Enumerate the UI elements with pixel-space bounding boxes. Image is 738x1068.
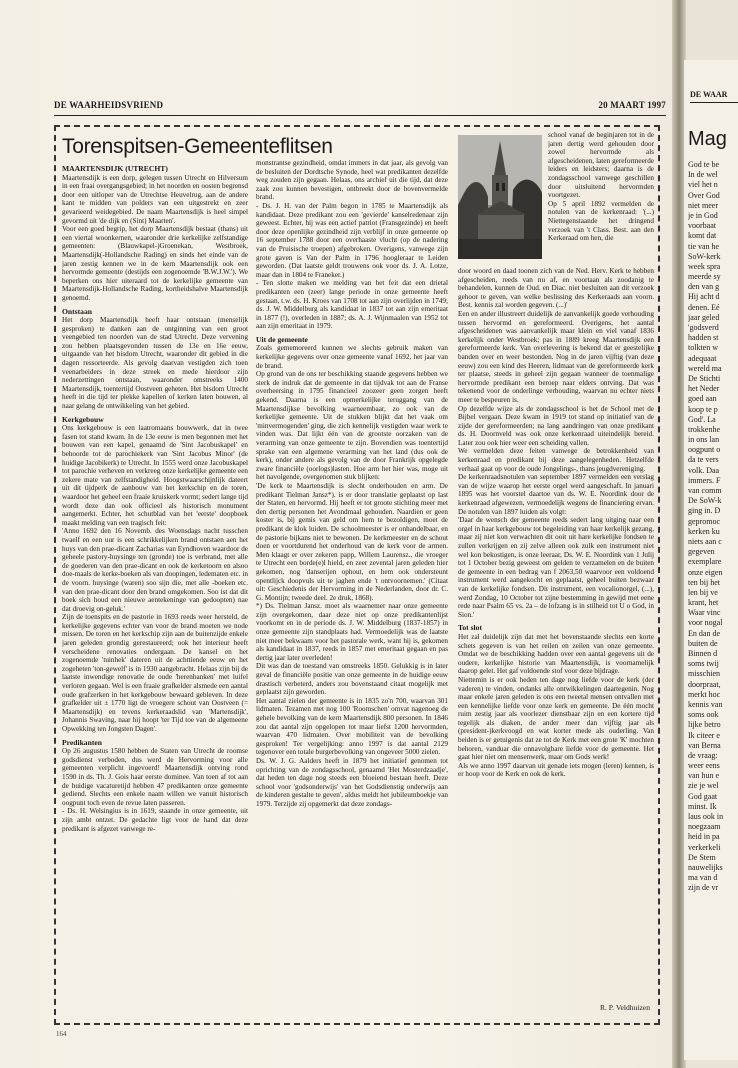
right-page-line: van hun e: [688, 771, 720, 781]
right-page-line: lijke betro: [688, 720, 721, 730]
right-page-line: trokkenhe: [688, 424, 720, 434]
page-number: 164: [56, 1030, 67, 1038]
right-page-line: niets aan c: [688, 536, 722, 546]
paragraph: Maartensdijk is een dorp, gelegen tussen Utrecht en Hilversum in een fraai overgangsgebied; in het noorden en oosten begrensd door een uitloper van de Utrechtse Heuvelrug, aan de andere kant te midden van polders van een uitgestrekt en zeer gevarieerd weidegebied. De naam Maartensdijk is heel simpel gevormd uit 'de dijk en (Sint) Maarten'.: [62, 173, 248, 225]
right-page-line: niet meer: [688, 200, 718, 210]
paragraph: Niettemin is er ook heden ten dage nog liefde voor de kerk (der vaderen) te vinden, ondanks alle ontwikkelingen daartegenin. Nog maar enkele jaren geleden is ons een tweetal mensen ontvallen met een kennelijke liefde voor onze kerk en gemeente. De één mocht ruim zestig jaar als voorlezer dienstbaar zijn en een kortere tijd tegelijk als diaken, de ander meer dan vijftig jaar als (president-)kerkvoogd en wat korter mede als ouderling. Van beiden is er getuigenis dat ze tot de Kerk met een grote 'K' mochten behoren, vanduar die onnavolgbare liefde voor de gemeente. Het gaat hier niet om mensenwerk, maar om Gods werk!: [458, 675, 654, 762]
right-page-text: [688, 160, 738, 894]
article-column-1: [62, 165, 248, 1015]
right-page-line: adequaat: [688, 353, 717, 363]
right-page-line: doorpraat,: [688, 679, 721, 689]
right-page-line: koop te p: [688, 404, 718, 414]
right-page-line: kerken ku: [688, 526, 720, 536]
section-heading: Ontstaan: [62, 306, 92, 316]
right-page-line: Ik citeer e: [688, 730, 720, 740]
right-page-line: len bij ve: [688, 587, 718, 597]
right-page-line: De Stichti: [688, 373, 721, 383]
header-rule: [54, 115, 666, 116]
paragraph: 'De kerk te Maartensdijk is slecht onderhouden en arm. De predikant Tielman Jansz*). is er door translatie geplaatst op last der Staten, en hervormd. Hij heeft er tot groote stichting meer met den dertig personen het Avondmaal gehouden. Naardien er geen koster is, bij gemis van geld om hem te bezoldigen, moet de predikant de klok luiden. De schoolmeester is er onhandelbaar, en de pastorie bijkans niet te bewonen. De kerkmeester en de schout doen er voortdurend het onderhoud van de kerk voor de armen. Men klaagt er over zekeren papp, Willem Laurensz., die vroeger te Utrecht een borde(e)l hield, en zeer zevental jaren geleden hier gekomen, nog 'danserijen ophout, en hem ook ondersteunt opentlijck doopvuls uit te jaghen ende 't ontvoornemen.' (Citaat uit: Geschiedenis der Hervorming in de Nederlanden, door dr. C. G. Montijn; tweede deel. 2e druk, 1868).: [256, 481, 448, 602]
paragraph: 'Daar de wensch der gemeente reeds sedert lang uitging naar een orgel in haar kerkgebouw tot begeleiding van haar kerkelijk gezang, maar zij niet kon verwachten dit ooit uit hare kerkelijke fondsen te zullen verkrijgen en zij zelve alleen ook zulk een instrument niet wel kon bekostigen, is onze leeraar, Ds. W. E. Noordink van 1 Julij tot 1 October bezig geweest om gelden te verzamelen en de buiten de gemeente in een bedrag van f 2063,50 waarvoor een voldoend instrument werd aangekocht en geplaatst, geheel buiten bezwaar van de kerkelijke fondsen. Dit instrument, een vocalionorgel, (...), werd Zondag, 10 October tot zijne bestemming in gewijd met eene rede naar Psalm 65 vs. 2a – de lofzang is in stilheid tot U o God, in Sion.': [458, 516, 654, 619]
right-page-line: volk. Daa: [688, 465, 720, 475]
column-3-body: [458, 267, 654, 779]
section-heading: Kerkgebouw: [62, 414, 104, 424]
paragraph: De kerkenraadsnotulen van september 1897 vermelden een verslag van de wijze waarop het eerste orgel werd aangeschaft. In januari 1895 was het voorstel daartoe van ds. W. E. Noordink door de kerkenraad afgewezen, vermoedelijk wegens de financiering ervan. De notulen van 1897 luiden als volgt:: [458, 473, 654, 516]
right-page-line: In de wel: [688, 170, 718, 180]
right-page-line: De SoW-k: [688, 496, 722, 506]
right-page-line: van comm: [688, 486, 722, 495]
paragraph: - Ds. H. Welsingius is in 1619, staande in onze gemeente, uit zijn ambt ontzet. De gedachte ligt voor de hand dat deze predikant is afgezet vanwege re-: [62, 807, 248, 833]
paragraph: Zijn de toenspits en de pastorie in 1693 reeds weer hersteld, de kerkelijke gegevens echter van voor de brand moeten we node missen. De toren en het kerkschip zijn aan de buitenzijde enkele jaren geleden grondig gerestaureerd; ook het interieur heeft verscheidene renovaties ondergaan. De kansel en het zogenoemde 'tuinhek' dateren uit de achttiende eeuw en het zogeheten 'ton-gewelf' is in 1930 aangebracht. Helaas zijn bij de laatste inwendige renovatie de oude 'herenbanken' met luifel verloren gegaan. Wel is een fraaie grafkelder alsmede een aantal oude grafzerken in het kerkgebouw bewaard gebleven. In deze grafkelder uit ± 1770 ligt de vroegere schout van Oostveen (= Maartensdijk) en tevens kerkeraadslid van 'Martensdijk', Johannis Swaving, naar hij hoopt 'ter Tijd toe van de algemeene Opwekking ten Jongsten Dagen'.: [62, 613, 248, 733]
right-page-line: in ons lan: [688, 435, 720, 445]
paragraph: Op 26 augustus 1580 hebben de Staten van Utrecht de roomse godsdienst verboden, dus werd de Hervorming voor alle gemeenten verplicht ingevoerd! Maartensdijk ontving rond 1590 in ds. Th. J. Gois haar eerste dominee. Van toen af tot aan de huidige vacaturetijd hebben 47 predikanten onze gemeente gediend. Slechts een enkele naam willen we vanuit historisch oogpunt toch even de revue laten passeren.: [62, 747, 248, 807]
paragraph: 'Anno 1692 den 16 Novemb. des Woensdags nacht tusschen twaelf en een uur is een schrikkelijken brand ontstaen aen het huys van den prae-dicant Zacharias van Eyndhoven waardoor de geheele pastory-huysinge ten (gronde) toe is verbrand, met alle de goederen van den prae-dicant en ook de kerketoorn en alsoo doe-maals de kerke-boeken als van doopingen, ledematen etc. in de voorn. huysinge (waren) soo sijn die, met alle -boeken etc. van den prae-dicant door den brand omgekomen. Soo ist dat dit boek sich houd een nieuwe aentekeninge van gedoopten) nae dat droevig on-geluk.': [62, 527, 248, 613]
right-page-line: God te be: [688, 160, 720, 169]
paragraph: - Ten slotte maken we melding van het feit dat een drietal predikanten een (zeer) lange periode in onze gemeente heeft gestaan, t.w. ds. H. Kroes van 1708 tot aan zijn overlijden in 1749; ds. J. W. Middelburg als kandidaat in 1837 tot aan zijn emeritaat in 1877 (!), overleden in 1887; ds. A. J. Wijnmaalen van 1952 tot aan zijn emeritaat in 1979.: [256, 279, 448, 331]
right-page-line: laus ook in: [688, 812, 724, 821]
right-page-line: viel het n: [688, 180, 718, 190]
right-page-line: denen. Eé: [688, 302, 720, 312]
right-page-line: Over God: [688, 190, 720, 200]
author-signature: R. P. Veldhuizen: [599, 1003, 650, 1013]
right-page-line: En dan de: [688, 628, 720, 638]
right-page-line: gegeven: [688, 547, 715, 557]
article-title: Torenspitsen-Gemeenteflitsen: [62, 135, 333, 158]
right-page-line: hadden st: [688, 333, 719, 343]
paragraph: Als we anno 1997 daarvan uit genade iets mogen (leren) kennen, is er hoop voor de Kerk en ook de kerk.: [458, 761, 654, 779]
paragraph: Op dezelfde wijze als de zondagsschool is het de School met de Bijbel vergaan. Deze kwam in 1919 tot stand op initiatief van de zijde der gereformeerden; na lang aandringen van onze predikant ds. H. Doornveld was ook onze kerkenraad uiteindelijk bereid. Later zou ook hier weer een scheiding vallen.: [458, 404, 654, 447]
right-page-line: buiten de: [688, 638, 718, 648]
article-column-3: [458, 267, 654, 1015]
right-page-line: da te vers: [688, 455, 719, 465]
right-page-line: minst. Ik: [688, 801, 717, 811]
right-page-line: misschien: [688, 669, 720, 679]
right-page-line: De Stem: [688, 852, 716, 862]
paragraph: - Ds. J. H. van der Palm begon in 1785 te Maartensdijk als kandidaat. Deze predikant zou een 'gevierde' kanselredenaar zijn geweest. Echter, hij was een actief patriot (Fransgezinde) en heeft door deze openlijke gezindheid zijn verblijf in onze gemeente op 16 september 1788 door een overhaaste vlucht (op de nadering van de Pruisische troepen) afgebroken. Overigens, vanwege zijn grote gaven is Van der Palm in 1796 hoogleraar te Leiden geworden. (Dat laatste geldt trouwens ook voor ds. J. A. Lotze, maar dan in 1804 te Franeker.): [256, 201, 448, 279]
right-page-line: week spra: [688, 261, 721, 271]
right-page-line: God'. La: [688, 414, 716, 424]
column-2-body: [256, 159, 448, 809]
right-page-line: de vraag:: [688, 750, 718, 760]
right-page-line: onze eigen: [688, 567, 723, 577]
right-page-line: tie van he: [688, 241, 720, 251]
paragraph: Ds. W. J. G. Aalders heeft in 1879 het initiatief genomen tot oprichting van de zondagsschool, genaamd 'Het Mosterdzaadje', dat heden ten dage nog steeds een bloeiend bestaan heeft. Deze school voor 'godsonderwijs' van het Godsdienstig onderwijs aan de kinderen gestalte te geven', aldus meldt het jubileumboekje van 1979. Terzijde zij opgemerkt dat deze zondags-: [256, 756, 448, 808]
right-page-line: Binnen d: [688, 649, 718, 658]
right-page-line: weer eens: [688, 761, 720, 771]
right-page-line: noegzaam: [688, 822, 721, 832]
right-page-line: wereld ma: [688, 363, 722, 373]
right-page-line: voor nogal: [688, 618, 723, 628]
article-column-2: [256, 159, 448, 1015]
right-page-line: meerde sy: [688, 272, 721, 282]
right-header-rule: [690, 102, 738, 103]
right-page-line: ma van d: [688, 873, 718, 883]
right-page-line: gepromoc: [688, 516, 720, 526]
right-page-line: zijn de vr: [688, 883, 719, 893]
photo-side-paragraph: school vanaf de beginjaren tot in de jaren dertig werd gehouden door zowel hervormde als afgescheidenen, laten gereformeerde leiders en leidsters; daarna is de zondagsschool vanwege geschillen door uitsluitend hervormden voortgezet.: [548, 131, 654, 200]
paragraph: Ons kerkgebouw is een laatromaans bouwwerk, dat in twee fasen tot stand kwam. In de 13e eeuw is men begonnen met het bouwen van een kapel, genaamd de 'Sint Jacobuskapel' en behoorde tot de parochiekerk van 'Sint Jacobus Minor' (de huidige Jacobikerk) te Utrecht. In 1555 werd onze Jacobuskapel tot parochie verheven en verkreeg onze kerkelijke gemeente een zekere mate van zelfstandigheid. Hoogstwaarschijnlijk dateert uit dit tijdperk de aanbouw van het kerkschip en de toren, waardoor het geheel een fraaie kruiskerk vormt; sedert lange tijd wordt deze dan ook officieel als historisch monument aangemerkt. Echter, het schutblad van het 'eerste' doopboek maakt melding van een tragisch feit:: [62, 424, 248, 527]
article-frame: [54, 125, 660, 1025]
right-page-line: soms ook: [688, 710, 719, 720]
right-page-line: het Neder: [688, 384, 720, 394]
section-heading: Predikanten: [62, 737, 102, 747]
right-page-line: soms twij: [688, 659, 719, 669]
right-page-line: oogpunt o: [688, 445, 721, 455]
issue-date: 20 MAART 1997: [598, 100, 666, 110]
paragraph: We vermelden deze feiten vanwege de betrokkenheid van kerkenraad en predikant bij deze aangelegenheden. Hetzelfde verhaal gaat op voor de oude Jongelings-, thans jeugdvereniging.: [458, 447, 654, 473]
column-1-body: [62, 174, 248, 834]
right-page: [684, 60, 738, 1060]
paragraph: Het aantal zielen der gemeente is in 1835 zo'n 700, waarvan 301 lidmaten. Tezamen met nog 100 'Roomschen' omvat nagenoeg de gehele bevolking van de kern Maartensdijk 800 personen. In 1846 zou dat aantal zijn opgelopen tot maar liefst 1200 hervormden, waarvan 470 lidmaten. Over mobiliteit van de bevolking gesproken! Ter vergelijking: anno 1997 is dat aantal 2129 tegenover een totale burgerbevolking van ongeveer 5000 zielen.: [256, 696, 448, 757]
paragraph: Voor een goed begrip, het dorp Maartensdijk bestaat (thans) uit een viertal woonkernen, waaronder drie kerkelijke zelfstandige gemeenten: (Blauwkapel-)Groenekan, Westbroek, Maartensdijk(-Hollandsche Rading) en sinds het einde van de jaren zestig kennen we in de kern Maartensdijk ook een hervormde gemeente (destijds een zogenoemde 'B.W.J.W.'). We beperken ons hier uiteraard tot de kerkelijke gemeente van Maartensdijk-Hollandsche Rading, kortheidshalve Maartensdijk genoemd.: [62, 225, 248, 302]
right-page-line: zie je wel: [688, 781, 719, 791]
right-page-line: Waar vinc: [688, 608, 721, 618]
photo-side-paragraph-2: Op 5 april 1892 vermelden de notulen van de kerkenraad: '(...) Niettegenstaande het dringend verzoek van 't Class. Best. aan den Kerkeraad om hen, die: [548, 199, 654, 243]
paragraph: Dit was dan de toestand van omstreeks 1850. Gelukkig is in later geval de financiële positie van onze gemeente in de huidige eeuw drastisch verbeterd, anders zou bovenstaand citaat mogelijk met geplaatst zijn geworden.: [256, 662, 448, 697]
right-page-line: krant, het: [688, 598, 719, 608]
right-page-line: SoW-kerk: [688, 251, 721, 261]
right-page-line: 'godsverd: [688, 323, 719, 332]
paragraph: Op grond van de ons ter beschikking staande gegevens hebben we sterk de indruk dat de gemeente in dat tijdvak tot aan de Franse overheersing in 1795 financieel zoozeer geen zorgen heeft gekend. Daarna is een opmerkelijke teruggang van de Maartensdijkse bevolking waarneembaar, zo ook van de kerkelijke gemeente. Uit de stukken blijkt dat het vaak om 'minvermogenden' ging, die zich kennelijk vestigden waar werk te vinden was. Dat lijkt één van de grootste oorzaken van de verarming van onze gemeente te zijn. Bovendien was toentertijd sprake van een algemene verarming van het land (dus ook de kerk), onder andere als gevolg van de door Frankrijk opgelegde zware financiële (oorlogs)lasten. Hoe arm het hier was, moge uit het navolgende, overgenomen stuk blijken:: [256, 370, 448, 482]
right-page-line: komt dat: [688, 231, 717, 241]
paragraph: Het zal duidelijk zijn dat met het bovenstaande slechts een korte schets gegeven is van het reilen en zeilen van onze gemeente. Omdat we de beschikking hadden over een aantal gegevens uit de oudere, kerkelijke historie van Maartensdijk, is voornamelijk daarop gelet. Het gaf voldoende stof voor deze bijdrage.: [458, 632, 654, 676]
publication-name: DE WAARHEIDSVRIEND: [54, 100, 164, 110]
right-page-line: voorbaat: [688, 221, 716, 231]
paragraph: door woord en daad toonen zich van de Ned. Herv. Kerk te hebben afgescheiden, reeds van nu af, en voortaan als zoodanig te behandelen, kunnen de Oud. en Diac. niet besluiten aan dit verzoek gehoor te geven, van welke beslissing des Kerkeraads aan voorn. Best. kennis zal worden gegeven. (...)': [458, 267, 654, 310]
photo-side-text: [548, 131, 654, 265]
right-page-line: nauwelijks: [688, 862, 723, 872]
right-running-head: DE WAAR: [690, 90, 728, 99]
section-heading: Uit de gemeente: [256, 334, 308, 344]
right-page-line: immers. F: [688, 475, 721, 485]
right-page-line: je in God: [688, 210, 718, 220]
right-page-line: ten bij het: [688, 577, 720, 587]
church-tower-image: [458, 135, 542, 259]
right-page-line: Hij acht d: [688, 292, 720, 302]
right-page-line: ging in. D: [688, 506, 721, 516]
right-page-line: merkt hoc: [688, 689, 721, 699]
right-page-line: goed aan: [688, 394, 717, 404]
paragraph: Zoals gememoreerd kunnen we slechts gebruik maken van kerkelijke gegevens over onze gemeente vanaf 1692, het jaar van de brand.: [256, 344, 448, 370]
paragraph: *) Ds. Tielman Jansz. moet als waarnemer naar onze gemeente zijn overgekomen, daar deze niet op onze predikantenlijst voorkomt en in de periode ds. J. W. Middelburg (1837-1857) in onze gemeente zijn standplaats had. Vermoedelijk was de laatste niet meer bekwaam voor het pastorale werk, want hij is, gekomen als kandidaat in 1837, reeds in 1857 met emeritaat gegaan en pas dertig jaar later overleden!: [256, 602, 448, 662]
section-heading: Tot slot: [458, 623, 482, 633]
church-photo: [458, 135, 542, 259]
right-page-line: heid in pa: [688, 832, 720, 842]
right-page-line: van Berna: [688, 740, 721, 750]
right-page-line: exemplare: [688, 557, 722, 567]
paragraph: Een en ander illustreert duidelijk de aanvankelijk goede verhouding tussen hervormd en gereformeerd. Overigens, het aantal afgescheidenen was aanvankelijk maar klein en viel vanaf 1836 kerkelijk onder Westbroek; pas in 1889 kreeg Maartensdijk een gereformeerde kerk. Van overlevering is bekend dat er geestelijke banden over en weer bestonden. Nog in de jaren vijftig (van deze eeuw) zou een kind des Heeren, lidmaat van de gereformeerde kerk ter plaatse, steeds in geheel zijn gegaan wanneer de toenmalige hervormde predikant een beroep naar elders ontving. Dat was tekenend voor de onderlinge verhouding, waarvan nu echter niets meer te bespeuren is.: [458, 309, 654, 404]
paragraph: Het dorp Maartensdijk heeft haar ontstaan (menselijk gesproken) te danken aan de ontginning van een groot veengebied ten noorden van de stad Utrecht. Deze vervening zou hebben plaatsgevonden tussen de 13e en 16e eeuw, uitgaande van het bisdom Utrecht, waaronder dit gebied in die dagen ressorteerde. Als gevolg daarvan vestigden zich toen veenarbeiders in deze streek en mede hierdoor zijn nederzettingen ontstaan, waaronder omstreeks 1400 Maartensdijk, toentertijd Oostveen geheten. Het bisdom Utrecht heeft in die tijd ter plekke kapellen of kerken laten bouwen, al naar gelang de ontwikkeling van het gebied.: [62, 316, 248, 411]
right-page-line: tolkten w: [688, 343, 718, 353]
dateline: MAARTENSDIJK (UTRECHT): [62, 165, 168, 173]
paragraph: monstrantse gezindheid, omdat immers in dat jaar, als gevolg van de besluiten der Dordtsche Synode, heel wat predikanten dezelfde weg zouden zijn gegaan. Helaas, ons archief uit die tijd, dat deze zaak zou kunnen bevestigen, ontbreekt door de bovenvermelde brand.: [256, 159, 448, 202]
right-page-line: den van g: [688, 282, 720, 292]
right-page-line: verkerkeli: [688, 842, 721, 852]
right-article-title: Mag: [688, 128, 727, 150]
right-page-line: God gaat: [688, 791, 718, 801]
running-head: [54, 100, 666, 114]
right-page-line: jaar geled: [688, 312, 720, 322]
right-page-line: kennis van: [688, 699, 723, 709]
